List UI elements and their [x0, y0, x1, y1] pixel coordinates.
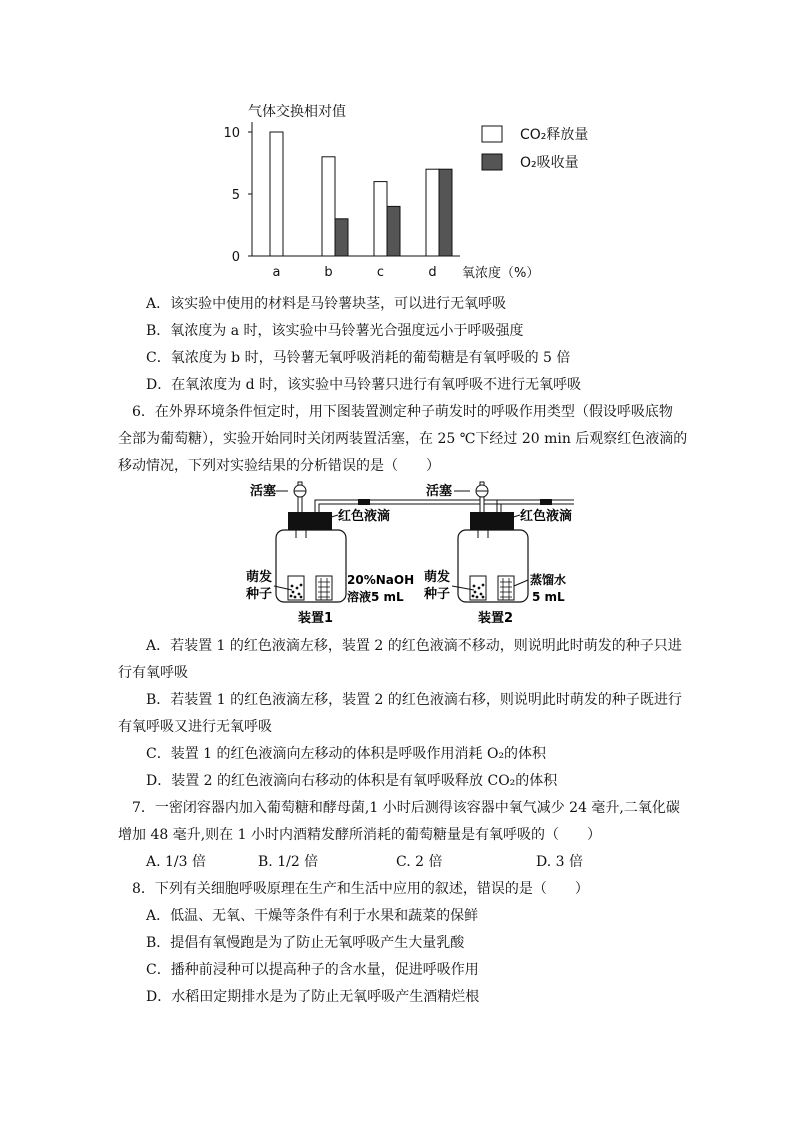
chart-legend [482, 126, 588, 171]
bottle-2 [458, 530, 528, 602]
water-label-2b: 5 mL [532, 590, 565, 604]
water-label-2a: 蒸馏水 [530, 573, 567, 587]
apparatus-figure [240, 478, 580, 628]
y-axis-label: 气体交换相对值 [248, 104, 346, 120]
seed-label-1a: 萌发 [246, 570, 273, 585]
stopcock-label-1: 活塞 [250, 484, 277, 499]
q6-stem-line-2: 全部为葡萄糖），实验开始同时关闭两装置活塞，在 25 ℃下经过 20 min 后观察红色液滴的 [118, 431, 688, 447]
q6-option-c: C．装置 1 的红色液滴向左移动的体积是呼吸作用消耗 O₂的体积 [146, 746, 547, 762]
q8-option-a: A．低温、无氧、干燥等条件有利于水果和蔬菜的保鲜 [146, 908, 479, 924]
q8-option-d: D．水稻田定期排水是为了防止无氧呼吸产生酒精烂根 [146, 989, 480, 1005]
x-tick-label: c [376, 265, 385, 280]
q5-option-b: B．氧浓度为 a 时，该实验中马铃薯光合强度远小于呼吸强度 [146, 323, 524, 339]
caption-1: 装置1 [298, 611, 334, 626]
q8-stem: 8．下列有关细胞呼吸原理在生产和生活中应用的叙述，错误的是（ ） [132, 881, 589, 897]
red-droplet-2 [540, 499, 552, 505]
y-tick-label: 5 [231, 188, 240, 203]
bar-d-series-2 [439, 169, 452, 256]
solution-label-1b: 溶液5 mL [347, 590, 404, 604]
x-axis-label: 氧浓度（%） [462, 266, 540, 281]
q6-option-b-line-2: 有氧呼吸又进行无氧呼吸 [118, 719, 272, 735]
bar-c-series-2 [387, 206, 400, 256]
seed-label-2a: 萌发 [424, 570, 451, 585]
water-beaker-2 [498, 576, 514, 600]
stopper-1 [288, 512, 332, 530]
gas-exchange-bar-chart [200, 92, 620, 287]
legend-swatch-2 [482, 154, 502, 170]
legend-label-2: O₂吸收量 [520, 155, 579, 171]
q5-option-c: C．氧浓度为 b 时，马铃薯无氧呼吸消耗的葡萄糖是有氧呼吸的 5 倍 [146, 350, 571, 366]
stopcock-label-2: 活塞 [426, 484, 453, 499]
q5-option-d: D．在氧浓度为 d 时，该实验中马铃薯只进行有氧呼吸不进行无氧呼吸 [146, 377, 582, 393]
q6-stem-line-3: 移动情况，下列对实验结果的分析错误的是（ ） [118, 458, 440, 474]
droplet-label-2: 红色液滴 [520, 509, 573, 524]
stopper-2 [470, 512, 514, 530]
bar-b-series-1 [322, 157, 335, 256]
q8-option-b: B．提倡有氧慢跑是为了防止无氧呼吸产生大量乳酸 [146, 935, 465, 951]
q6-stem-line-1: 6．在外界环境条件恒定时，用下图装置测定种子萌发时的呼吸作用类型（假设呼吸底物 [132, 404, 673, 420]
bar-b-series-2 [335, 219, 348, 256]
q7-option-b: B. 1/2 倍 [258, 854, 319, 870]
solution-beaker-1 [316, 576, 332, 600]
chart-svg [200, 92, 620, 287]
q6-option-a-line-2: 行有氧呼吸 [118, 665, 188, 681]
caption-2: 装置2 [478, 611, 514, 626]
legend-label-1: CO₂释放量 [520, 127, 589, 143]
y-tick-label: 10 [223, 126, 240, 141]
droplet-label-1: 红色液滴 [338, 509, 391, 524]
bar-a-series-1 [270, 132, 283, 256]
q5-option-a: A．该实验中使用的材料是马铃薯块茎，可以进行无氧呼吸 [146, 296, 507, 312]
q6-option-a-line-1: A．若装置 1 的红色液滴左移，装置 2 的红色液滴不移动，则说明此时萌发的种子只进 [146, 638, 682, 654]
legend-swatch-1 [482, 126, 502, 142]
q7-stem-line-2: 增加 48 毫升,则在 1 小时内酒精发酵所消耗的葡萄糖量是有氧呼吸的（ ） [118, 827, 601, 843]
chart-bars [270, 132, 452, 280]
bottle-1 [276, 530, 346, 602]
q7-option-d: D. 3 倍 [536, 854, 583, 870]
y-tick-label: 0 [231, 250, 240, 265]
q6-option-b-line-1: B．若装置 1 的红色液滴左移，装置 2 的红色液滴右移，则说明此时萌发的种子既进行 [146, 692, 682, 708]
bar-d-series-1 [426, 169, 439, 256]
x-tick-label: d [428, 265, 437, 280]
solution-label-1a: 20%NaOH [347, 573, 415, 587]
apparatus-svg [240, 478, 580, 628]
bar-c-series-1 [374, 182, 387, 256]
x-tick-label: a [272, 265, 281, 280]
seed-label-2b: 种子 [424, 587, 451, 602]
q7-stem-line-1: 7．一密闭容器内加入葡萄糖和酵母菌,1 小时后测得该容器中氧气减少 24 毫升,二氧化碳 [132, 800, 680, 816]
red-droplet-1 [358, 499, 370, 505]
q6-option-d: D．装置 2 的红色液滴向右移动的体积是有氧呼吸释放 CO₂的体积 [146, 773, 558, 789]
seed-label-1b: 种子 [246, 587, 273, 602]
q8-option-c: C．播种前浸种可以提高种子的含水量，促进呼吸作用 [146, 962, 479, 978]
q7-option-c: C. 2 倍 [396, 854, 443, 870]
q7-option-a: A. 1/3 倍 [146, 854, 206, 870]
x-tick-label: b [324, 265, 333, 280]
